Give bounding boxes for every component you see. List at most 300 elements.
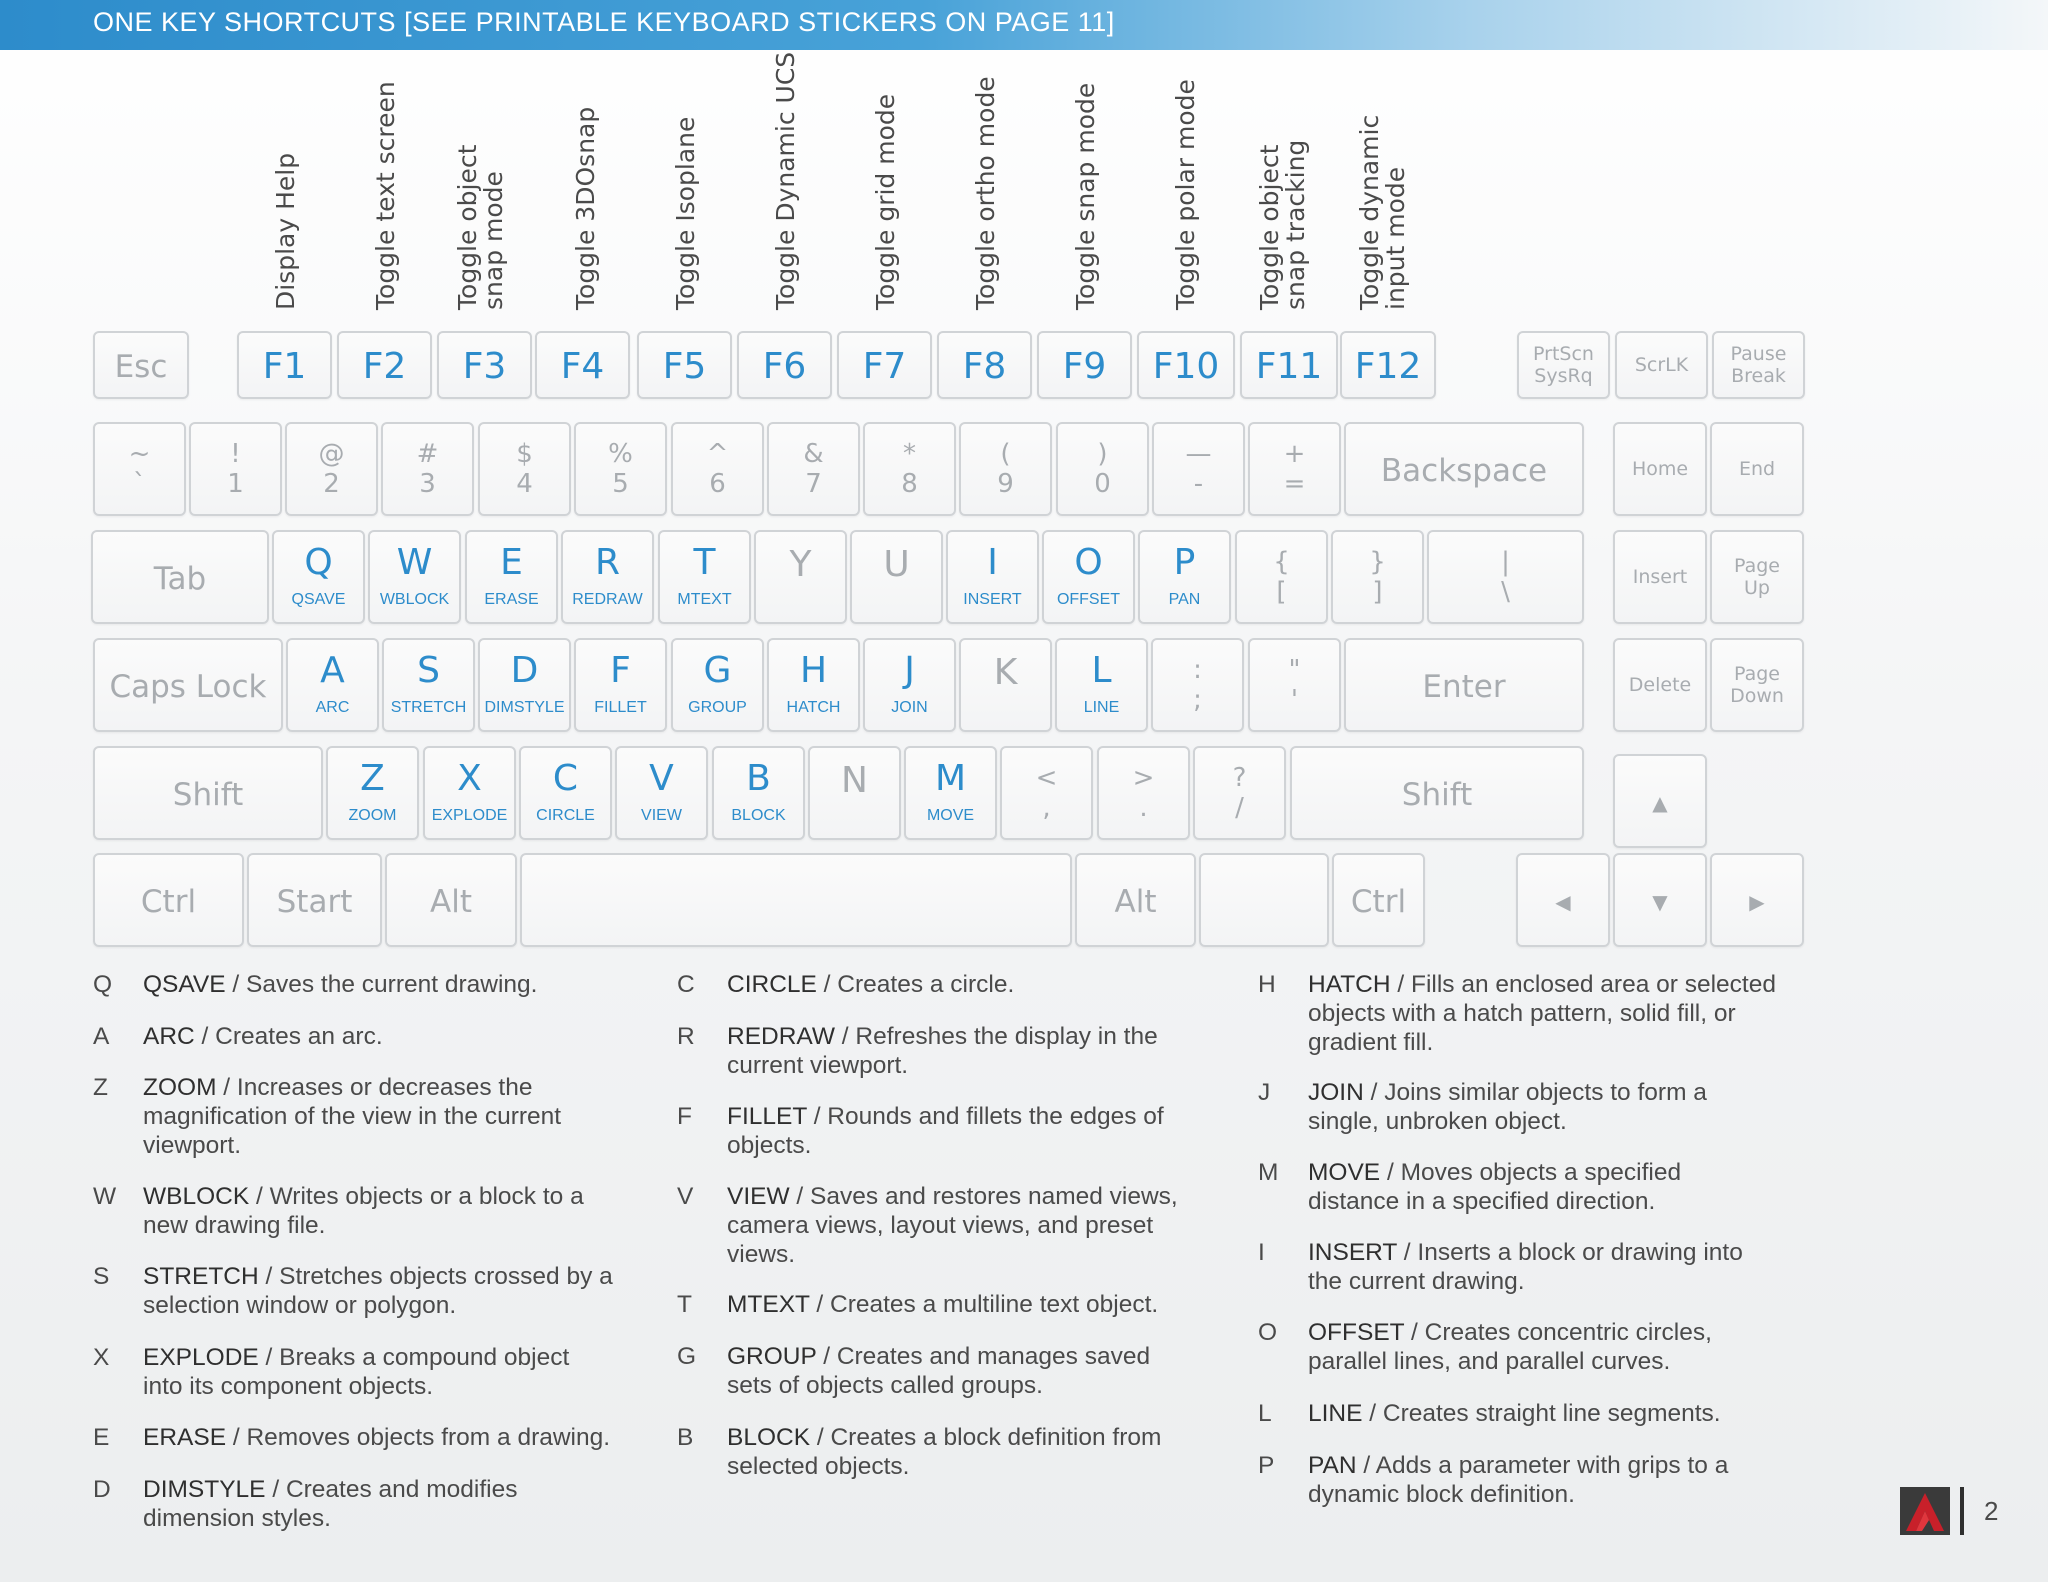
key-label: Alt (1114, 884, 1157, 920)
key-command: JOIN (891, 699, 928, 716)
shortcut-command: DIMSTYLE (143, 1476, 266, 1503)
key-ctrl-left (93, 853, 244, 947)
function-label-f11: snap tracking (1281, 139, 1310, 310)
key-num-6 (671, 422, 764, 516)
shortcut-key: B (677, 1424, 694, 1451)
key-num-12 (1248, 422, 1341, 516)
key-symbol-line: 8 (901, 469, 918, 499)
shortcut-description: / Stretches objects crossed by a selection window or polygon. (143, 1263, 613, 1319)
key-a (286, 638, 379, 732)
key-num-10 (1056, 422, 1149, 516)
key-letter: W (396, 542, 433, 583)
key-symbol-line: ; (1193, 685, 1202, 715)
shortcut-text (727, 1102, 1197, 1160)
key-f5 (637, 331, 732, 399)
key-num-9 (959, 422, 1052, 516)
key-letter: N (841, 760, 868, 801)
shortcut-text (143, 1423, 613, 1452)
shortcut-key: M (1258, 1159, 1279, 1186)
key-start (247, 853, 382, 947)
key-symbol-line: & (803, 439, 824, 469)
key-label-line: Pause (1730, 343, 1787, 365)
shortcut-command: QSAVE (143, 971, 226, 998)
shortcut-key: P (1258, 1452, 1275, 1479)
key-label-line: Down (1730, 685, 1784, 707)
key-command: QSAVE (291, 591, 346, 608)
key-f12 (1340, 331, 1436, 399)
key-letter: Q (304, 542, 333, 583)
key-alt-left (385, 853, 517, 947)
key-home (1613, 422, 1707, 516)
key-y (754, 530, 847, 624)
key-t (658, 530, 751, 624)
key-symbol-line: ? (1232, 763, 1247, 793)
shortcut-description: / Adds a parameter with grips to a dynamic block definition. (1308, 1452, 1729, 1508)
shortcut-key: X (93, 1344, 110, 1371)
shortcut-description: / Creates and manages saved sets of objects called groups. (727, 1343, 1151, 1399)
shortcut-command: HATCH (1308, 971, 1391, 998)
key-letter: G (703, 650, 732, 691)
key-symbol-line: : (1193, 655, 1202, 685)
key-symbol-line: ' (1290, 685, 1299, 715)
shortcut-command: ZOOM (143, 1074, 217, 1101)
shortcut-description: / Refreshes the display in the current viewport. (727, 1023, 1158, 1079)
shortcut-command: BLOCK (727, 1424, 811, 1451)
key-command: HATCH (786, 699, 841, 716)
shortcut-text (1308, 1451, 1778, 1509)
key-letter: M (934, 758, 967, 799)
shortcut-text (143, 1475, 613, 1533)
key-command: PAN (1168, 591, 1201, 608)
key-symbol-line: ~ (128, 439, 151, 469)
key-label-line: SysRq (1534, 365, 1593, 387)
function-label-f7: Toggle grid mode (871, 93, 900, 310)
key-command: MTEXT (677, 591, 732, 608)
key-f11 (1240, 331, 1338, 399)
key-label: F11 (1255, 346, 1323, 387)
key-f1 (237, 331, 332, 399)
key-letter: J (904, 650, 915, 691)
shortcut-command: PAN (1308, 1452, 1357, 1479)
key-symbol-line: { (1273, 547, 1290, 577)
key-p (1138, 530, 1231, 624)
shortcut-key: S (93, 1263, 110, 1290)
key-m (904, 746, 997, 840)
key-num-2 (285, 422, 378, 516)
key-letter: F (610, 650, 631, 691)
key-command: REDRAW (572, 591, 643, 608)
function-label-f4: Toggle 3DOsnap (571, 106, 600, 310)
key-label-line: PrtScn (1533, 343, 1594, 365)
key-letter: Y (789, 544, 812, 585)
key-letter: X (457, 758, 482, 799)
key-i (946, 530, 1039, 624)
shortcut-command: FILLET (727, 1103, 807, 1130)
shortcut-command: GROUP (727, 1343, 817, 1370)
shortcut-description: / Creates and modifies dimension styles. (143, 1476, 518, 1532)
shortcut-description: / Increases or decreases the magnification of the view in the current viewport. (143, 1074, 562, 1159)
shortcut-description: / Creates a block definition from selected objects. (727, 1424, 1162, 1480)
key-u (850, 530, 943, 624)
shortcut-key: Z (93, 1074, 108, 1101)
shortcut-key: O (1258, 1319, 1278, 1346)
function-label-f9: Toggle snap mode (1071, 82, 1100, 310)
key-label-line: Page (1734, 663, 1780, 685)
shortcut-key: D (93, 1476, 111, 1503)
key-symbol-line: @ (318, 439, 345, 469)
key-letter: K (993, 652, 1018, 693)
key-num-5 (574, 422, 667, 516)
key-symbol-line: ^ (706, 439, 729, 469)
key-v (615, 746, 708, 840)
key-f6 (737, 331, 832, 399)
key-scrlk (1615, 331, 1708, 399)
key-label: Alt (430, 884, 472, 920)
key-command: ERASE (484, 591, 539, 608)
key-label: F9 (1062, 346, 1107, 387)
key-f8 (937, 331, 1032, 399)
shortcut-key: L (1258, 1400, 1272, 1427)
key-tab (91, 530, 269, 624)
key-w (368, 530, 461, 624)
function-label-f5: Toggle Isoplane (671, 116, 700, 310)
key-prtscn (1517, 331, 1610, 399)
key-num-1 (189, 422, 282, 516)
key-f2 (337, 331, 432, 399)
shortcut-command: CIRCLE (727, 971, 817, 998)
key-c (519, 746, 612, 840)
key-page-up (1710, 530, 1804, 624)
key-label: F3 (462, 346, 507, 387)
key-symbol-line: ` (133, 469, 146, 499)
key-arrow-right (1710, 853, 1804, 947)
key-symbol-line: + (1283, 439, 1306, 469)
key-command: ZOOM (348, 807, 397, 824)
key-page-down (1710, 638, 1804, 732)
key-sym-z-2 (1193, 746, 1286, 840)
key-command: GROUP (688, 699, 747, 716)
key-symbol-line: ! (230, 439, 241, 469)
key-command: EXPLODE (431, 807, 508, 824)
function-label-f11: Toggle object (1255, 144, 1284, 310)
shortcut-text (1308, 1158, 1778, 1216)
function-label-f10: Toggle polar mode (1171, 79, 1200, 310)
shortcut-description: / Moves objects a specified distance in a specified direction. (1308, 1159, 1682, 1215)
key-delete (1613, 638, 1707, 732)
key-menu (1199, 853, 1329, 947)
key-sym-z-0 (1000, 746, 1093, 840)
function-label-f1: Display Help (271, 152, 300, 310)
key-letter: L (1091, 650, 1112, 691)
key-shift-left (93, 746, 323, 840)
key-k (959, 638, 1052, 732)
shortcut-description: / Creates straight line segments. (1362, 1400, 1721, 1427)
shortcut-key: W (93, 1183, 117, 1210)
key-num-3 (381, 422, 474, 516)
key-label: Tab (153, 561, 207, 597)
key-symbol-line: 9 (997, 469, 1014, 499)
key-symbol-line: 0 (1094, 469, 1111, 499)
key-symbol-line: 3 (419, 469, 436, 499)
key-letter: S (417, 650, 440, 691)
footer-divider (1960, 1487, 1964, 1535)
key-arrow-up (1613, 754, 1707, 848)
shortcut-command: REDRAW (727, 1023, 835, 1050)
key-symbol-line: * (903, 439, 916, 469)
key-command: CIRCLE (536, 807, 595, 824)
arrow-down-icon: ▼ (1652, 890, 1668, 914)
key-symbol-line: . (1139, 793, 1148, 823)
key-label-line: Delete (1628, 674, 1692, 696)
key-letter: T (693, 542, 716, 583)
key-x (423, 746, 516, 840)
key-command: MOVE (926, 807, 975, 824)
key-symbol-line: } (1369, 547, 1386, 577)
shortcut-description: / Creates concentric circles, parallel lines, and parallel curves. (1308, 1319, 1712, 1375)
key-label: Shift (1401, 777, 1473, 813)
key-command: DIMSTYLE (484, 699, 565, 716)
shortcut-key: F (677, 1103, 692, 1130)
shortcut-text (143, 1073, 613, 1160)
shortcut-text (143, 1022, 613, 1051)
shortcut-text (727, 1342, 1197, 1400)
shortcut-text (143, 1343, 613, 1401)
shortcut-text (727, 1290, 1197, 1319)
key-label: F7 (862, 346, 907, 387)
function-label-f12: Toggle dynamic (1355, 114, 1384, 310)
key-s (382, 638, 475, 732)
shortcut-text (143, 1182, 613, 1240)
key-f9 (1037, 331, 1132, 399)
shortcut-description: / Saves and restores named views, camera views, layout views, and preset views. (727, 1183, 1178, 1268)
autodesk-logo (1900, 1487, 1950, 1535)
key-end (1710, 422, 1804, 516)
key-letter: I (987, 542, 998, 583)
key-label: F12 (1354, 346, 1422, 387)
shortcut-text (143, 970, 613, 999)
function-label-f2: Toggle text screen (371, 81, 400, 310)
key-label: Ctrl (1350, 884, 1407, 920)
key-symbol-line: 7 (805, 469, 822, 499)
key-f3 (437, 331, 532, 399)
key-g (671, 638, 764, 732)
shortcut-text (727, 1423, 1197, 1481)
shortcut-text (1308, 1399, 1778, 1428)
shortcut-command: ERASE (143, 1424, 227, 1451)
key-alt-right (1075, 853, 1196, 947)
key-letter: Z (360, 758, 385, 799)
key-symbol-line: [ (1276, 577, 1287, 607)
key-shift-right (1290, 746, 1584, 840)
key-command: OFFSET (1056, 591, 1121, 608)
key-enter (1344, 638, 1584, 732)
key-n (808, 746, 901, 840)
key-symbol-line: $ (516, 439, 533, 469)
shortcut-key: C (677, 971, 695, 998)
shortcut-text (1308, 970, 1778, 1057)
key-pause (1712, 331, 1805, 399)
key-command: STRETCH (390, 699, 467, 716)
key-symbol-line: / (1235, 793, 1244, 823)
shortcut-text (727, 1182, 1197, 1269)
key-space (520, 853, 1072, 947)
key-label: Backspace (1380, 453, 1548, 489)
key-symbol-line: < (1035, 763, 1058, 793)
shortcut-command: LINE (1308, 1400, 1363, 1427)
shortcut-description: / Creates an arc. (194, 1023, 383, 1050)
key-symbol-line: % (608, 439, 633, 469)
arrow-up-icon: ▲ (1652, 791, 1668, 815)
key-letter: O (1074, 542, 1103, 583)
key-f10 (1137, 331, 1235, 399)
key-symbol-line: ( (1000, 439, 1011, 469)
key-letter: B (746, 758, 771, 799)
function-label-f3: snap mode (479, 171, 508, 310)
key-symbol-line: 4 (516, 469, 533, 499)
shortcut-description: / Writes objects or a block to a new drawing file. (143, 1183, 584, 1239)
function-label-f3: Toggle object (453, 144, 482, 310)
key-symbol-line: - (1193, 469, 1204, 499)
key-sym-q-1 (1331, 530, 1424, 624)
shortcut-command: ARC (143, 1023, 195, 1050)
key-o (1042, 530, 1135, 624)
shortcut-command: WBLOCK (143, 1183, 250, 1210)
shortcut-key: V (677, 1183, 694, 1210)
key-r (561, 530, 654, 624)
key-caps-lock (93, 638, 283, 732)
page-title: ONE KEY SHORTCUTS [SEE PRINTABLE KEYBOARD STICKERS ON PAGE 11] (93, 7, 1115, 37)
shortcut-description: / Saves the current drawing. (225, 971, 538, 998)
arrow-right-icon: ▶ (1749, 890, 1765, 914)
key-arrow-down (1613, 853, 1707, 947)
key-letter: U (883, 544, 910, 585)
shortcut-key: J (1258, 1079, 1271, 1106)
key-symbol-line: 2 (323, 469, 340, 499)
key-sym-a-0 (1151, 638, 1244, 732)
key-label-line: End (1738, 458, 1776, 480)
key-letter: H (799, 650, 828, 691)
shortcut-text (1308, 1078, 1778, 1136)
shortcut-key: Q (93, 971, 113, 998)
key-sym-z-1 (1097, 746, 1190, 840)
key-letter: E (500, 542, 523, 583)
function-label-f12: input mode (1381, 166, 1410, 310)
shortcut-description: / Joins similar objects to form a single, unbroken object. (1308, 1079, 1707, 1135)
key-f4 (535, 331, 630, 399)
shortcut-description: / Creates a multiline text object. (809, 1291, 1159, 1318)
key-j (863, 638, 956, 732)
shortcut-text (1308, 1238, 1778, 1296)
key-f (574, 638, 667, 732)
key-sym-q-0 (1235, 530, 1328, 624)
key-label-line: Insert (1632, 566, 1688, 588)
key-label: F10 (1152, 346, 1220, 387)
shortcut-command: MTEXT (727, 1291, 810, 1318)
key-symbol-line: # (416, 439, 439, 469)
shortcut-description: / Creates a circle. (816, 971, 1015, 998)
key-letter: V (649, 758, 674, 799)
shortcut-key: I (1258, 1239, 1265, 1266)
key-d (478, 638, 571, 732)
key-label: F1 (262, 346, 307, 387)
key-label: Start (276, 884, 353, 920)
key-insert (1613, 530, 1707, 624)
shortcut-command: MOVE (1308, 1159, 1381, 1186)
key-label-line: Up (1744, 577, 1770, 599)
key-label: Shift (172, 777, 244, 813)
key-h (767, 638, 860, 732)
shortcut-description: / Removes objects from a drawing. (226, 1424, 611, 1451)
shortcut-description: / Breaks a compound object into its component objects. (143, 1344, 570, 1400)
shortcut-command: VIEW (727, 1183, 790, 1210)
key-b (712, 746, 805, 840)
key-command: LINE (1083, 699, 1120, 716)
key-label: F8 (962, 346, 1007, 387)
key-symbol-line: 6 (709, 469, 726, 499)
shortcut-description: / Fills an enclosed area or selected objects with a hatch pattern, solid fill, or gradient fill. (1308, 971, 1776, 1056)
key-command: INSERT (963, 591, 1022, 608)
key-arrow-left (1516, 853, 1610, 947)
shortcut-key: T (677, 1291, 692, 1318)
shortcut-key: E (93, 1424, 110, 1451)
shortcut-command: STRETCH (143, 1263, 259, 1290)
shortcut-text (727, 970, 1197, 999)
key-label: Esc (114, 349, 168, 385)
key-ctrl-right (1332, 853, 1425, 947)
key-letter: P (1173, 542, 1196, 583)
key-command: WBLOCK (379, 591, 450, 608)
key-label-line: Break (1731, 365, 1786, 387)
key-symbol-line: 5 (612, 469, 629, 499)
key-symbol-line: \ (1501, 577, 1510, 607)
key-backspace (1344, 422, 1584, 516)
header-banner (0, 0, 2048, 50)
key-symbol-line: ) (1097, 439, 1108, 469)
arrow-left-icon: ◀ (1555, 890, 1571, 914)
key-l (1055, 638, 1148, 732)
key-letter: C (552, 758, 579, 799)
shortcut-command: INSERT (1308, 1239, 1397, 1266)
key-command: VIEW (641, 807, 682, 824)
shortcut-text (143, 1262, 613, 1320)
key-symbol-line: | (1501, 547, 1510, 577)
key-num-7 (767, 422, 860, 516)
key-symbol-line: " (1288, 655, 1301, 685)
key-letter: R (594, 542, 620, 583)
key-label: F5 (662, 346, 707, 387)
key-e (465, 530, 558, 624)
shortcut-text (1308, 1318, 1778, 1376)
key-sym-q-2 (1427, 530, 1584, 624)
key-q (272, 530, 365, 624)
key-letter: A (320, 650, 345, 691)
key-label: F4 (560, 346, 605, 387)
key-symbol-line: , (1042, 793, 1051, 823)
shortcut-key: R (677, 1023, 695, 1050)
key-esc (93, 331, 189, 399)
page-number: 2 (1984, 1496, 1999, 1526)
shortcut-key: A (93, 1023, 110, 1050)
key-command: BLOCK (731, 807, 786, 824)
shortcut-description: / Inserts a block or drawing into the current drawing. (1308, 1239, 1743, 1295)
key-f7 (837, 331, 932, 399)
shortcut-key: H (1258, 971, 1276, 998)
key-symbol-line: ] (1372, 577, 1383, 607)
shortcut-command: OFFSET (1308, 1319, 1405, 1346)
key-label: F6 (762, 346, 807, 387)
key-label-line: Page (1734, 555, 1780, 577)
key-num-11 (1152, 422, 1245, 516)
